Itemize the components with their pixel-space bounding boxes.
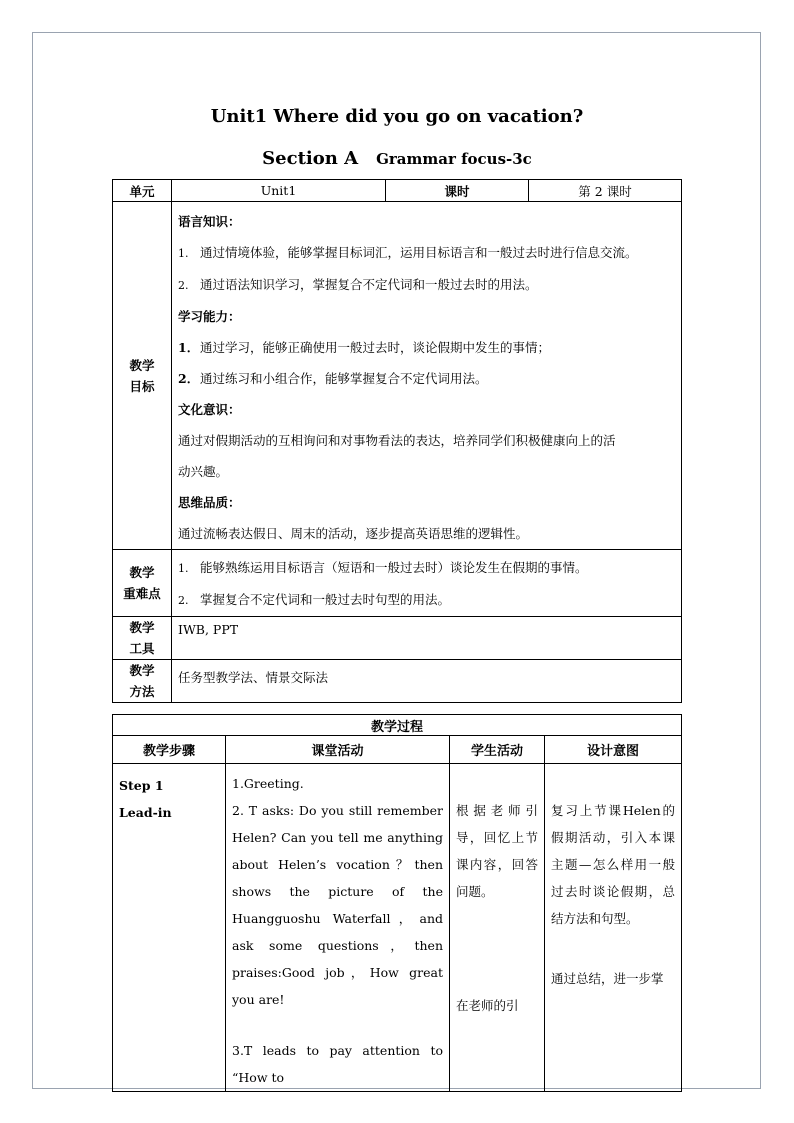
teaching-process-table [112,714,682,1092]
methods-value: 任务型教学法、情景交际法 [172,660,682,703]
key-point-item: 1. 能够熟练运用目标语言（短语和一般过去时）谈论发生在假期的事情。 [178,560,588,575]
student-activity-cell: 根据老师引导，回忆上节课内容，回答问题。 在老师的引 [450,764,545,1092]
activity-cell [226,764,450,1092]
activity-item: 2. T asks: Do you still remember Helen? Can you tell me anything about Helen’s vocation？then shows the picture of the Huangguoshu Waterfall，and ask some questions，then praises:Good job，How great you are! [232,803,443,1007]
learning-ability-heading: 学习能力： [178,309,241,324]
objectives-row [113,202,682,550]
thinking-quality-heading: 思维品质： [178,495,241,510]
objective-item: 1. 通过情境体验，能够掌握目标词汇，运用目标语言和一般过去时进行信息交流。 [178,245,638,260]
document-title: Unit1 Where did you go on vacation? [210,106,584,127]
methods-row [113,660,682,703]
process-step-row [113,764,682,1092]
objectives-content [172,202,682,550]
process-title-row [113,715,682,736]
tools-value: IWB, PPT [172,617,682,660]
cultural-awareness-heading: 文化意识： [178,402,241,417]
process-header-row [113,736,682,764]
col-header-intent: 设计意图 [545,736,682,764]
lesson-value: 第 2 课时 [529,180,682,202]
tools-row [113,617,682,660]
objectives-label: 教学 目标 [113,202,172,550]
header-row [113,180,682,202]
methods-label: 教学 方法 [113,660,172,703]
thinking-quality-text: 通过流畅表达假日、周末的活动，逐步提高英语思维的逻辑性。 [178,526,529,541]
key-points-label: 教学 重难点 [113,550,172,617]
step-cell: Step 1 Lead-in [113,764,226,1092]
section-topic: Grammar focus-3c [376,150,532,168]
cultural-awareness-text: 通过对假期活动的互相询问和对事物看法的表达，培养同学们积极健康向上的活 [178,433,616,448]
unit-value: Unit1 [172,180,386,202]
lesson-info-table [112,179,682,703]
key-points-row [113,550,682,617]
unit-label: 单元 [113,180,172,202]
col-header-student: 学生活动 [450,736,545,764]
language-knowledge-heading: 语言知识： [178,214,241,229]
cultural-awareness-text-cont: 动兴趣。 [178,464,229,479]
activity-item: 3.T leads to pay attention to “How to [232,1043,443,1085]
activity-item: 1.Greeting. [232,776,304,791]
objective-item: 1．通过学习，能够正确使用一般过去时，谈论假期中发生的事情； [178,340,551,355]
objective-item: 2. 通过语法知识学习，掌握复合不定代词和一般过去时的用法。 [178,277,538,292]
tools-label: 教学 工具 [113,617,172,660]
col-header-steps: 教学步骤 [113,736,226,764]
process-title: 教学过程 [113,715,682,736]
section-label: Section A [262,148,359,169]
lesson-label: 课时 [386,180,529,202]
design-intent-cell: 复习上节课Helen的假期活动，引入本课主题—怎么样用一般过去时谈论假期，总结方法和句型。 通过总结，进一步掌 [545,764,682,1092]
key-points-content [172,550,682,617]
key-point-item: 2. 掌握复合不定代词和一般过去时句型的用法。 [178,592,451,607]
objective-item: 2．通过练习和小组合作，能够掌握复合不定代词用法。 [178,371,488,386]
section-title [0,148,794,169]
col-header-activities: 课堂活动 [226,736,450,764]
